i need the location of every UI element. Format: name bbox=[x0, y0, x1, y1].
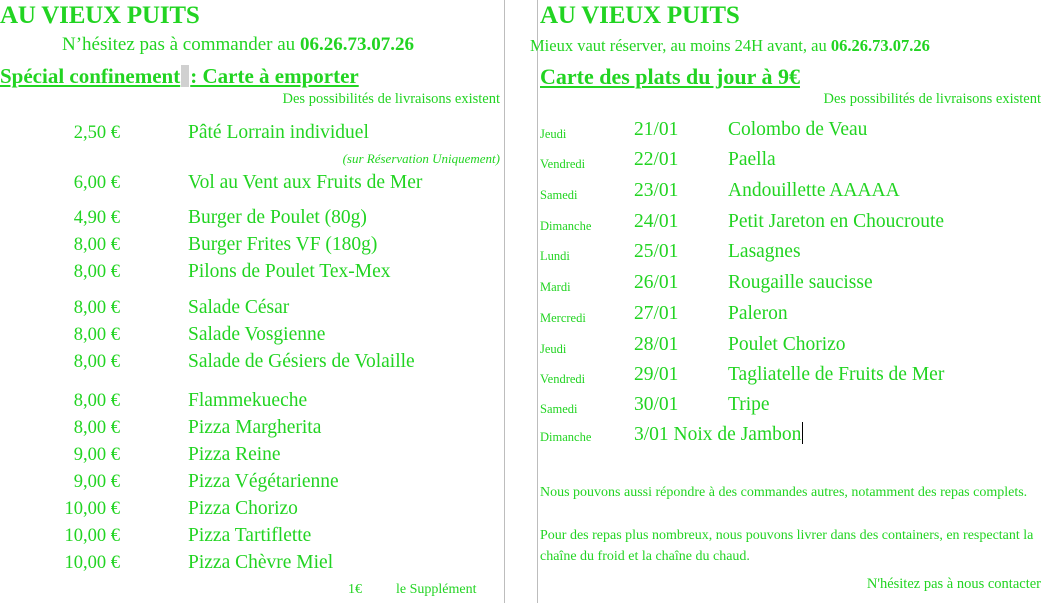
left-heading-part2: : Carte à emporter bbox=[190, 64, 359, 88]
special-date: 26/01 bbox=[634, 272, 679, 293]
special-date: 23/01 bbox=[634, 180, 679, 201]
special-day-name: Samedi bbox=[540, 188, 578, 202]
left-title: AU VIEUX PUITS bbox=[0, 2, 200, 29]
menu-item-price: 8,00 € bbox=[73, 391, 120, 411]
menu-item-name: Pilons de Poulet Tex-Mex bbox=[188, 261, 391, 282]
special-date: 22/01 bbox=[634, 149, 679, 170]
contact-line: N'hésitez pas à nous contacter bbox=[866, 576, 1041, 592]
special-dish: Poulet Chorizo bbox=[728, 334, 846, 355]
special-day-name: Jeudi bbox=[540, 342, 567, 356]
left-heading-part1: Spécial confinement bbox=[0, 64, 181, 88]
special-dish: Rougaille saucisse bbox=[728, 272, 873, 293]
menu-item-name: Salade César bbox=[188, 297, 290, 318]
menu-item-price: 2,50 € bbox=[73, 123, 120, 143]
paragraph-orders: Nous pouvons aussi répondre à des commandes autres, notamment des repas complets. bbox=[540, 485, 1028, 500]
menu-item-price: 9,00 € bbox=[73, 445, 120, 465]
menu-item-name: Salade de Gésiers de Volaille bbox=[188, 351, 415, 372]
menu-item-name: Pizza Margherita bbox=[188, 417, 322, 438]
menu-item-name: Pizza Chèvre Miel bbox=[188, 552, 334, 573]
menu-item-name: Pizza Reine bbox=[188, 444, 281, 465]
menu-item-price: 10,00 € bbox=[64, 526, 120, 546]
supplement-price: 1€ bbox=[348, 582, 362, 597]
menu-item-price: 10,00 € bbox=[64, 499, 120, 519]
last-day-name: Dimanche bbox=[540, 430, 592, 444]
page-gap bbox=[505, 0, 537, 603]
menu-item-price: 8,00 € bbox=[73, 262, 120, 282]
left-phone-line bbox=[62, 34, 414, 56]
special-day-name: Vendredi bbox=[540, 372, 586, 386]
menu-item-name: Pizza Chorizo bbox=[188, 498, 298, 519]
right-title: AU VIEUX PUITS bbox=[540, 2, 740, 29]
menu-item-price: 8,00 € bbox=[73, 298, 120, 318]
special-date: 24/01 bbox=[634, 211, 679, 232]
special-date: 25/01 bbox=[634, 241, 679, 262]
special-day-name: Vendredi bbox=[540, 157, 586, 171]
menu-item-price: 10,00 € bbox=[64, 553, 120, 573]
menu-item-name: Flammekueche bbox=[188, 390, 308, 411]
last-day-entry[interactable] bbox=[634, 422, 803, 446]
menu-item-name: Pizza Tartiflette bbox=[188, 525, 312, 546]
menu-item-price: 9,00 € bbox=[73, 472, 120, 492]
special-dish: Paella bbox=[728, 149, 776, 170]
special-day-name: Jeudi bbox=[540, 127, 567, 141]
special-dish: Lasagnes bbox=[728, 241, 801, 262]
right-phone-number: 06.26.73.07.26 bbox=[830, 36, 930, 55]
special-date: 27/01 bbox=[634, 303, 679, 324]
menu-item-name: Pizza Végétarienne bbox=[188, 471, 339, 492]
selection-marker bbox=[181, 65, 189, 87]
special-date: 21/01 bbox=[634, 119, 679, 140]
left-page[interactable] bbox=[0, 0, 505, 603]
text-cursor bbox=[802, 422, 803, 444]
menu-item-name: Vol au Vent aux Fruits de Mer bbox=[188, 172, 423, 193]
menu-item-price: 8,00 € bbox=[73, 325, 120, 345]
special-dish: Tagliatelle de Fruits de Mer bbox=[728, 364, 945, 385]
right-phone-prefix: Mieux vaut réserver, au moins 24H avant, au bbox=[530, 36, 827, 55]
special-dish: Tripe bbox=[728, 394, 770, 415]
special-dish: Colombo de Veau bbox=[728, 119, 868, 140]
menu-item-price: 8,00 € bbox=[73, 418, 120, 438]
left-phone-number: 06.26.73.07.26 bbox=[299, 34, 414, 55]
menu-item-price: 6,00 € bbox=[73, 173, 120, 193]
special-day-name: Mardi bbox=[540, 280, 571, 294]
menu-item-price: 8,00 € bbox=[73, 352, 120, 372]
menu-item-name: Burger Frites VF (180g) bbox=[188, 234, 378, 255]
special-date: 30/01 bbox=[634, 394, 679, 415]
right-phone-line bbox=[530, 36, 930, 56]
special-day-name: Mercredi bbox=[540, 311, 586, 325]
reservation-note: (sur Réservation Uniquement) bbox=[342, 151, 500, 166]
special-date: 28/01 bbox=[634, 334, 679, 355]
right-heading: Carte des plats du jour à 9€ bbox=[540, 64, 800, 89]
menu-item-price: 4,90 € bbox=[73, 208, 120, 228]
special-dish: Petit Jareton en Choucroute bbox=[728, 211, 945, 232]
special-date: 29/01 bbox=[634, 364, 679, 385]
left-delivery-note: Des possibilités de livraisons existent bbox=[282, 91, 500, 107]
menu-item-name: Pâté Lorrain individuel bbox=[188, 122, 369, 143]
paragraph-delivery: Pour des repas plus nombreux, nous pouvons livrer dans des containers, en respectant la chaîne du froid et la chaîne du chaud. bbox=[540, 528, 1034, 564]
right-delivery-note: Des possibilités de livraisons existent bbox=[823, 91, 1041, 107]
left-heading bbox=[0, 64, 359, 89]
special-day-name: Lundi bbox=[540, 249, 570, 263]
menu-item-name: Salade Vosgienne bbox=[188, 324, 326, 345]
supplement-label: le Supplément bbox=[396, 582, 477, 597]
special-dish: Andouillette AAAAA bbox=[728, 180, 900, 201]
special-dish: Paleron bbox=[728, 303, 788, 324]
menu-item-name: Burger de Poulet (80g) bbox=[188, 207, 367, 228]
left-phone-prefix: N’hésitez pas à commander au bbox=[62, 34, 296, 55]
right-page[interactable] bbox=[530, 0, 1043, 603]
special-day-name: Samedi bbox=[540, 402, 578, 416]
last-day-entry-text: 3/01 Noix de Jambon bbox=[634, 424, 802, 445]
special-day-name: Dimanche bbox=[540, 219, 592, 233]
menu-item-price: 8,00 € bbox=[73, 235, 120, 255]
